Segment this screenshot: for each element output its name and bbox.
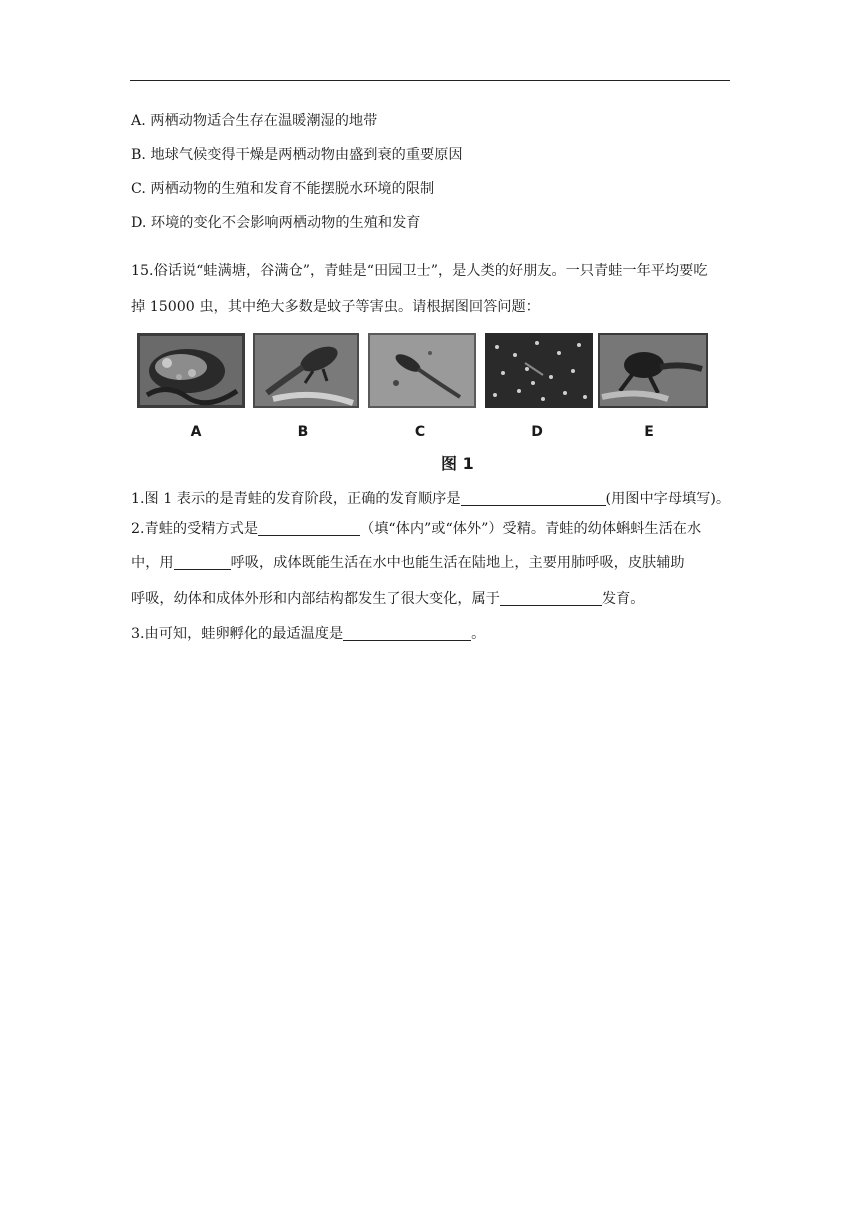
sub2-l3-post: 发育。 bbox=[601, 591, 645, 607]
answer-blank-2[interactable] bbox=[258, 520, 360, 536]
option-d bbox=[131, 213, 420, 233]
sub1-pre: 1.图 1 表示的是青蛙的发育阶段，正确的发育顺序是 bbox=[131, 491, 461, 507]
sub2-l2-pre: 中，用 bbox=[131, 555, 174, 571]
figure-caption: 图 1 bbox=[441, 454, 474, 473]
sub-question-2-line-1 bbox=[131, 519, 701, 539]
sub3-pre: 3.由可知，蛙卵孵化的最适温度是 bbox=[131, 626, 344, 642]
question-15-line-2 bbox=[131, 297, 540, 317]
photo-d-eggs bbox=[485, 333, 593, 408]
answer-blank-5[interactable] bbox=[343, 625, 471, 641]
sub3-post: 。 bbox=[471, 626, 486, 642]
photo-c-tadpole bbox=[368, 333, 476, 408]
option-b-text: 地球气候变得干燥是两栖动物由盛到衰的重要原因 bbox=[150, 147, 463, 163]
answer-blank-1[interactable] bbox=[461, 490, 606, 506]
label-b: B bbox=[297, 424, 309, 440]
header-rule bbox=[130, 80, 730, 81]
question-15-line-1 bbox=[131, 261, 708, 281]
label-a: A bbox=[190, 424, 202, 440]
sub-question-2-line-3 bbox=[131, 589, 644, 609]
option-c bbox=[131, 179, 434, 199]
question-number: 15. bbox=[131, 263, 154, 279]
option-c-text: 两栖动物的生殖和发育不能摆脱水环境的限制 bbox=[150, 181, 435, 197]
sub1-post: (用图中字母填写)。 bbox=[605, 491, 731, 507]
answer-blank-3[interactable] bbox=[174, 554, 231, 570]
option-d-text: 环境的变化不会影响两栖动物的生殖和发育 bbox=[150, 215, 421, 231]
sub2-l1-post: （填“体内”或“体外”）受精。青蛙的幼体蝌蚪生活在水 bbox=[360, 521, 702, 537]
option-a-letter: A. bbox=[131, 113, 146, 129]
question-text-2: 掉 15000 虫，其中绝大多数是蚊子等害虫。请根据图回答问题： bbox=[131, 299, 540, 315]
sub-question-3 bbox=[131, 624, 485, 644]
option-c-letter: C. bbox=[131, 181, 146, 197]
sub-question-2-line-2 bbox=[131, 553, 685, 573]
option-b bbox=[131, 145, 463, 165]
option-a-text: 两栖动物适合生存在温暖潮湿的地带 bbox=[150, 113, 378, 129]
sub2-l3-pre: 呼吸，幼体和成体外形和内部结构都发生了很大变化，属于 bbox=[131, 591, 500, 607]
option-d-letter: D. bbox=[131, 215, 147, 231]
photo-a-adult-frog bbox=[137, 333, 245, 408]
label-d: D bbox=[531, 424, 543, 440]
sub2-l1-pre: 2.青蛙的受精方式是 bbox=[131, 521, 259, 537]
label-c: C bbox=[414, 424, 426, 440]
answer-blank-4[interactable] bbox=[500, 590, 602, 606]
photo-b-tadpole-legs bbox=[253, 333, 359, 408]
label-e: E bbox=[644, 424, 654, 440]
sub2-l2-post: 呼吸，成体既能生活在水中也能生活在陆地上，主要用肺呼吸，皮肤辅助 bbox=[230, 555, 685, 571]
photo-e-froglet bbox=[598, 333, 708, 408]
figure-1 bbox=[131, 330, 711, 480]
option-a bbox=[131, 111, 377, 131]
sub-question-1 bbox=[131, 489, 730, 509]
option-b-letter: B. bbox=[131, 147, 146, 163]
question-text-1: 俗话说“蛙满塘，谷满仓”，青蛙是“田园卫士”，是人类的好朋友。一只青蛙一年平均要吃 bbox=[153, 263, 708, 279]
